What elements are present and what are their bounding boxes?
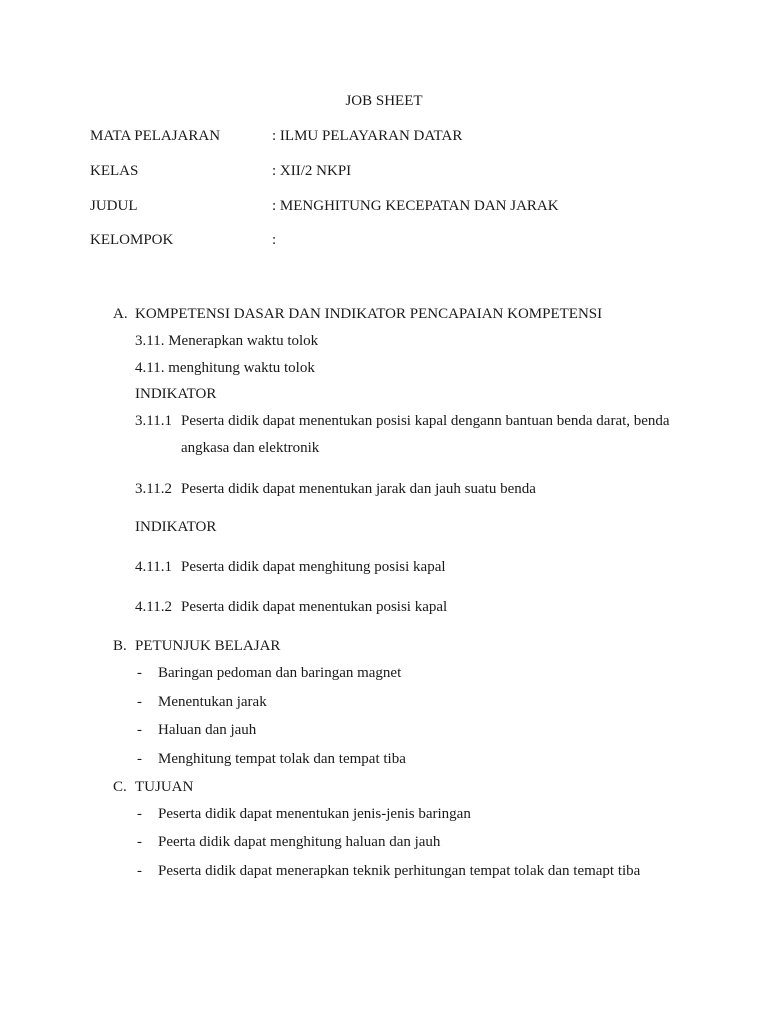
section-b-title: PETUNJUK BELAJAR xyxy=(135,638,281,654)
list-item: Peerta didik dapat menghitung haluan dan jauh xyxy=(158,834,441,850)
indikator-text-continued: angkasa dan elektronik xyxy=(181,440,320,456)
indikator-number: 4.11.1 xyxy=(135,559,172,575)
indikator-label: INDIKATOR xyxy=(135,386,217,402)
field-label-kelas: KELAS xyxy=(90,163,139,179)
list-item: Menentukan jarak xyxy=(158,694,267,710)
section-c-title: TUJUAN xyxy=(135,779,194,795)
field-label-judul: JUDUL xyxy=(90,198,138,214)
list-item: Haluan dan jauh xyxy=(158,722,257,738)
field-value-kelompok: : xyxy=(272,232,277,248)
field-value-kelas: : XII/2 NKPI xyxy=(272,163,352,179)
section-c-letter: C. xyxy=(113,779,127,795)
bullet-dash: - xyxy=(137,751,142,767)
section-b-letter: B. xyxy=(113,638,127,654)
page-title: JOB SHEET xyxy=(345,93,423,109)
bullet-dash: - xyxy=(137,863,142,879)
field-label-kelompok: KELOMPOK xyxy=(90,232,174,248)
indikator-text: Peserta didik dapat menentukan posisi kapal xyxy=(181,599,448,615)
indikator-number: 4.11.2 xyxy=(135,599,172,615)
bullet-dash: - xyxy=(137,694,142,710)
list-item: Peserta didik dapat menentukan jenis-jenis baringan xyxy=(158,806,471,822)
bullet-dash: - xyxy=(137,834,142,850)
indikator-text: Peserta didik dapat menghitung posisi kapal xyxy=(181,559,446,575)
list-item: Peserta didik dapat menerapkan teknik perhitungan tempat tolak dan temapt tiba xyxy=(158,863,641,879)
field-value-mata-pelajaran: : ILMU PELAYARAN DATAR xyxy=(272,128,463,144)
field-value-judul: : MENGHITUNG KECEPATAN DAN JARAK xyxy=(272,198,559,214)
indikator-text: Peserta didik dapat menentukan jarak dan jauh suatu benda xyxy=(181,481,536,497)
list-item: Menghitung tempat tolak dan tempat tiba xyxy=(158,751,406,767)
indikator-number: 3.11.1 xyxy=(135,413,172,429)
bullet-dash: - xyxy=(137,665,142,681)
kd-item: 3.11. Menerapkan waktu tolok xyxy=(135,333,319,349)
list-item: Baringan pedoman dan baringan magnet xyxy=(158,665,402,681)
indikator-text: Peserta didik dapat menentukan posisi kapal dengann bantuan benda darat, benda xyxy=(181,413,670,429)
section-a-title: KOMPETENSI DASAR DAN INDIKATOR PENCAPAIAN KOMPETENSI xyxy=(135,306,603,322)
indikator-number: 3.11.2 xyxy=(135,481,172,497)
field-label-mata-pelajaran: MATA PELAJARAN xyxy=(90,128,221,144)
indikator-label: INDIKATOR xyxy=(135,519,217,535)
bullet-dash: - xyxy=(137,722,142,738)
section-a-letter: A. xyxy=(113,306,128,322)
kd-item: 4.11. menghitung waktu tolok xyxy=(135,360,315,376)
bullet-dash: - xyxy=(137,806,142,822)
